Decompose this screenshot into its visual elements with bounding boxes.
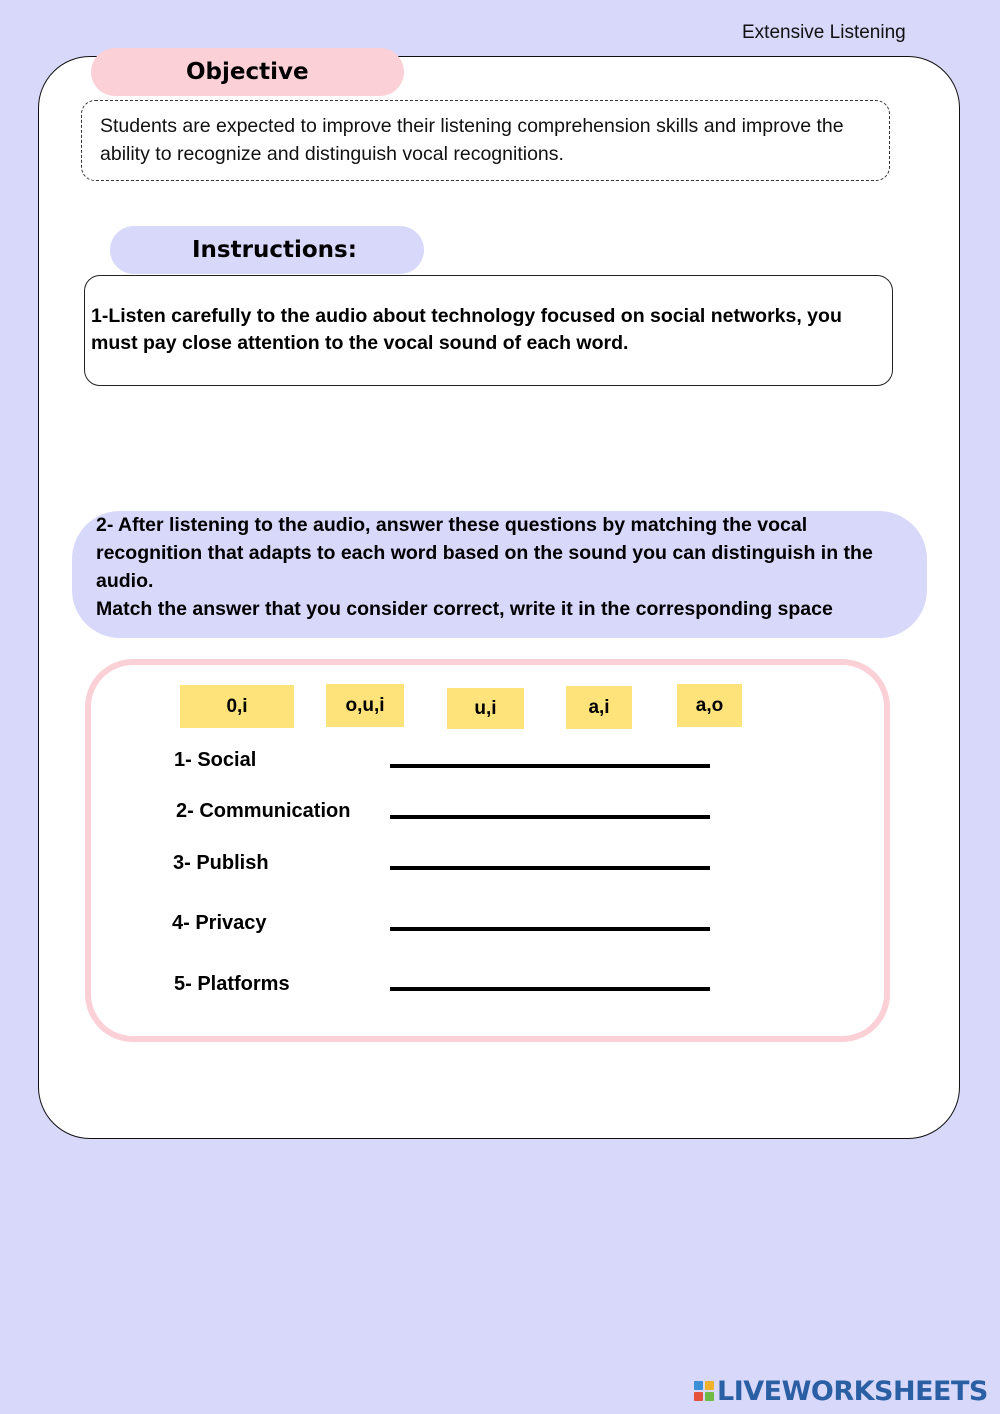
- answer-line[interactable]: [390, 987, 710, 991]
- answer-line[interactable]: [390, 927, 710, 931]
- objective-title: Objective: [91, 48, 404, 96]
- answer-line[interactable]: [390, 764, 710, 768]
- header-label: Extensive Listening: [742, 22, 906, 43]
- instructions-title: Instructions:: [110, 226, 424, 274]
- answer-line[interactable]: [390, 866, 710, 870]
- answer-line[interactable]: [390, 815, 710, 819]
- instruction-step-2: [72, 511, 927, 638]
- instruction-step-2-match: Match the answer that you consider correct, write it in the corresponding space: [96, 598, 833, 620]
- option-chip[interactable]: o,u,i: [326, 684, 404, 727]
- option-chip[interactable]: a,i: [566, 686, 632, 729]
- instruction-step-1: 1-Listen carefully to the audio about technology focused on social networks, you must pay close attention to the vocal sound of each word.: [84, 275, 893, 386]
- option-chip[interactable]: u,i: [447, 688, 524, 729]
- option-chip[interactable]: 0,i: [180, 685, 294, 728]
- objective-text: Students are expected to improve their listening comprehension skills and improve the ability to recognize and distinguish vocal recognitions.: [81, 100, 890, 181]
- question-label: 2- Communication: [176, 800, 351, 822]
- question-label: 4- Privacy: [172, 912, 267, 934]
- logo-icon: [694, 1381, 714, 1401]
- question-label: 3- Publish: [173, 852, 269, 874]
- question-label: 1- Social: [174, 749, 257, 771]
- liveworksheets-logo: [694, 1376, 988, 1406]
- instruction-step-2-text: 2- After listening to the audio, answer these questions by matching the vocal recognition that adapts to each word based on the sound you can distinguish in the audio.: [96, 514, 873, 592]
- question-label: 5- Platforms: [174, 973, 290, 995]
- option-chip[interactable]: a,o: [677, 684, 742, 727]
- logo-text: LIVEWORKSHEETS: [717, 1375, 988, 1407]
